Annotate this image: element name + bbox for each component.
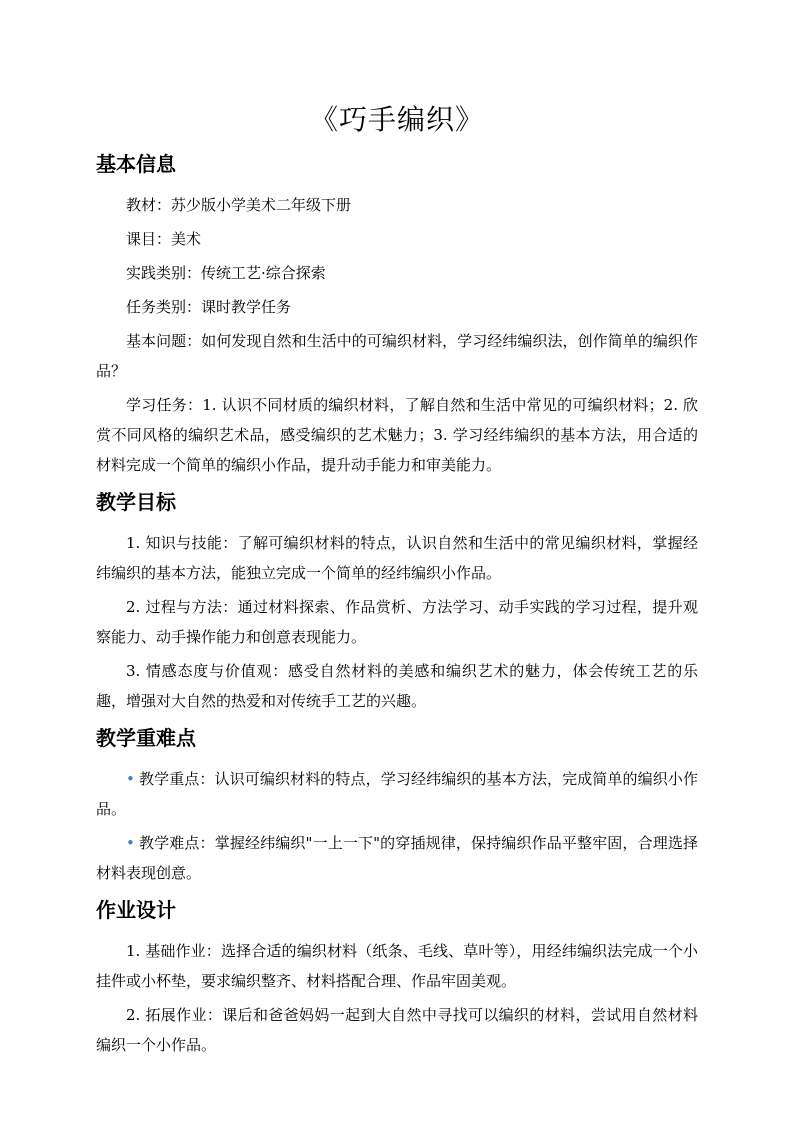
difficult-point-item xyxy=(96,828,698,888)
goal-item: 2. 过程与方法：通过材料探索、作品赏析、方法学习、动手实践的学习过程，提升观察能力、动手操作能力和创意表现能力。 xyxy=(96,598,698,646)
practice-type-line: 实践类别：传统工艺·综合探索 xyxy=(126,264,326,282)
bullet-icon: • xyxy=(126,834,135,852)
section-heading-key-points: 教学重难点 xyxy=(96,726,196,750)
textbook-line: 教材：苏少版小学美术二年级下册 xyxy=(126,196,352,214)
goal-item: 3. 情感态度与价值观：感受自然材料的美感和编织艺术的魅力，体会传统工艺的乐趣，增强对大自然的热爱和对传统手工艺的兴趣。 xyxy=(96,662,698,710)
basic-question-paragraph: 基本问题：如何发现自然和生活中的可编织材料，学习经纬编织法，创作简单的编织作品？ xyxy=(96,332,698,380)
difficult-point-text: 教学难点：掌握经纬编织"一上一下"的穿插规律，保持编织作品平整牢固，合理选择材料表现创意。 xyxy=(96,834,698,882)
key-point-text: 教学重点：认识可编织材料的特点，学习经纬编织的基本方法，完成简单的编织小作品。 xyxy=(96,770,698,818)
homework-item: 1. 基础作业：选择合适的编织材料（纸条、毛线、草叶等），用经纬编织法完成一个小挂件或小杯垫，要求编织整齐、材料搭配合理、作品牢固美观。 xyxy=(96,942,698,990)
learning-task-paragraph: 学习任务：1. 认识不同材质的编织材料，了解自然和生活中常见的可编织材料；2. 欣赏不同风格的编织艺术品，感受编织的艺术魅力；3. 学习经纬编织的基本方法，用合适的材料完成一个简单的编织小作品，提升动手能力和审美能力。 xyxy=(96,396,698,474)
bullet-icon: • xyxy=(126,770,135,788)
section-basic-info xyxy=(96,150,698,480)
task-type-line: 任务类别：课时教学任务 xyxy=(126,298,292,316)
section-heading-teaching-goals: 教学目标 xyxy=(96,490,176,514)
key-point-item xyxy=(96,764,698,824)
document-title: 《巧手编织》 xyxy=(309,103,484,136)
section-heading-basic-info: 基本信息 xyxy=(96,152,176,176)
subject-line: 课目：美术 xyxy=(126,230,202,248)
homework-item: 2. 拓展作业：课后和爸爸妈妈一起到大自然中寻找可以编织的材料，尝试用自然材料编织一个小作品。 xyxy=(96,1006,698,1054)
section-heading-homework: 作业设计 xyxy=(96,898,176,922)
goal-item: 1. 知识与技能：了解可编织材料的特点，认识自然和生活中的常见编织材料，掌握经纬编织的基本方法，能独立完成一个简单的经纬编织小作品。 xyxy=(96,534,698,582)
document-page xyxy=(96,100,698,1068)
section-homework xyxy=(96,896,698,1060)
section-key-points xyxy=(96,724,698,888)
section-teaching-goals xyxy=(96,488,698,716)
